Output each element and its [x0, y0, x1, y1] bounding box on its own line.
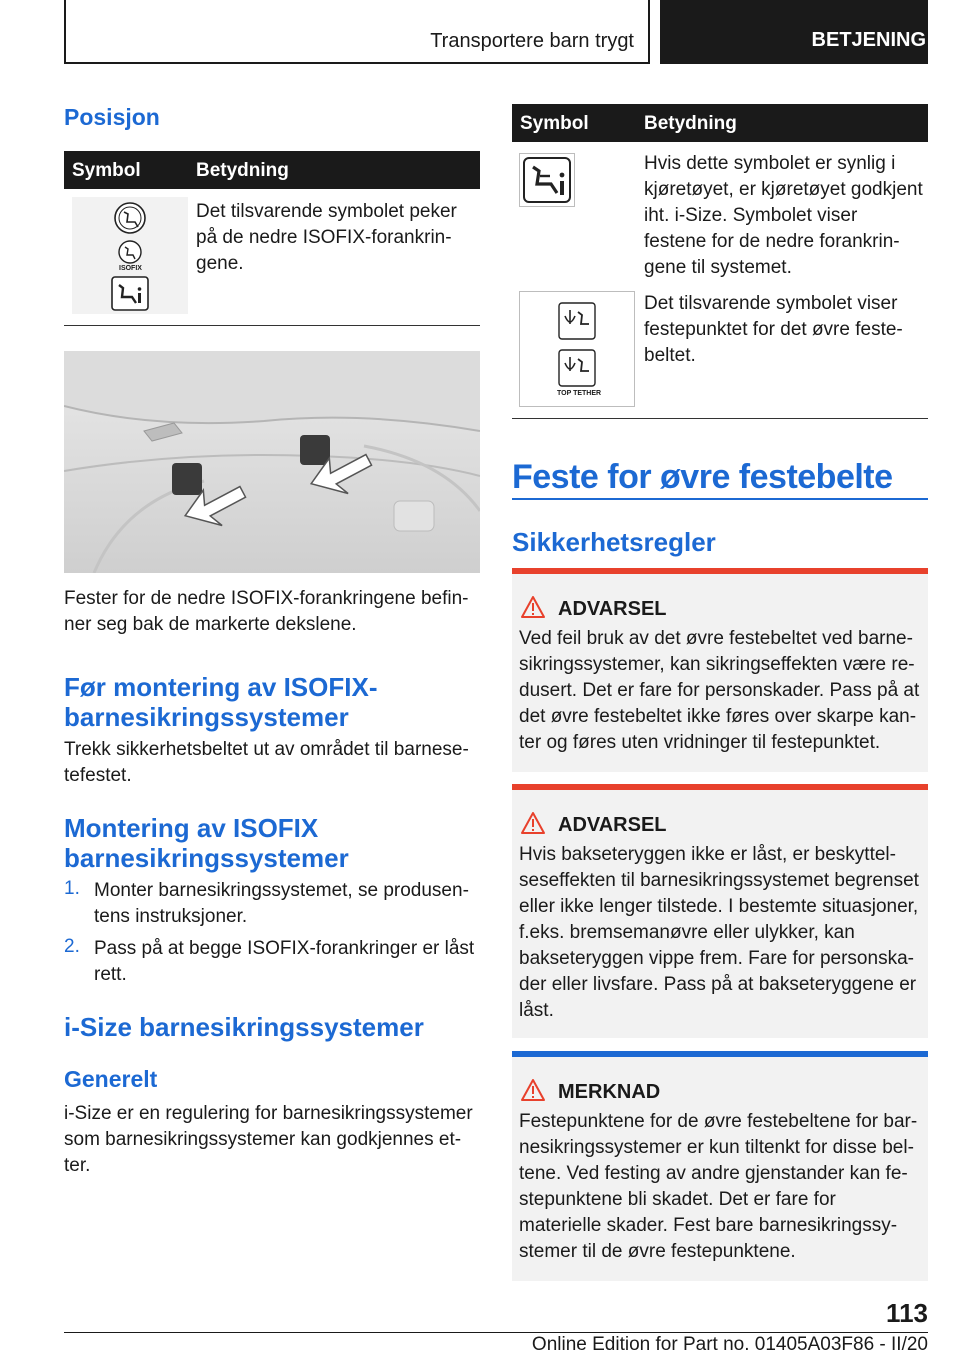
step-2-text: Pass på at begge ISOFIX-forankringer er låst rett. — [94, 938, 475, 985]
table1-header — [64, 151, 480, 189]
step-1-number: 1. — [64, 878, 80, 899]
warning-2-text: Hvis bakseteryggen ikke er låst, er beskyttelseseffekten til barnesikringssystemet begrenset eller ikke lenger tilstede. I bestemte situasjoner, f.eks. bremsemanøvre eller ulykker, kan bakseteryggen vippe frem. Fare for personskader eller livsfare. Pass på at bakseteryggene er låst. — [519, 844, 919, 1021]
isofix-symbols-icon — [72, 197, 188, 314]
table2-col-symbol: Symbol — [520, 113, 589, 134]
table1-bottom-rule — [64, 325, 480, 326]
page-number: 113 — [886, 1298, 928, 1328]
isofix-icon-label: ISOFIX — [119, 265, 142, 272]
warning-triangle-icon — [520, 811, 546, 835]
chapter-title: Transportere barn trygt — [430, 30, 634, 52]
header-rule-divider — [648, 0, 650, 64]
heading-mounting: Montering av ISOFIX barnesikringssystemer — [64, 813, 349, 873]
heading-isize: i-Size barnesikringssystemer — [64, 1012, 424, 1042]
table1-row1-text: Det tilsvarende symbolet peker på de nedre ISOFIX-forankringene. — [196, 201, 457, 274]
table1-col-symbol: Symbol — [72, 160, 141, 181]
warning-box-2 — [512, 784, 928, 1038]
photo-caption: Fester for de nedre ISOFIX-forankringene befinner seg bak de markerte dekslene. — [64, 588, 469, 635]
warning-1-text: Ved feil bruk av det øvre festebeltet ved barnesikringssystemer, kan sikringseffekten være redusert. Det er fare for personskader. Pass på at det øvre festebeltet ikke føres over skarpe kanter og føres uten vridninger til festepunktet. — [519, 628, 920, 753]
warning-2-bar — [512, 784, 928, 790]
header-rule-bottom — [64, 62, 650, 64]
table2-header — [512, 104, 928, 142]
table2-row1-text: Hvis dette symbolet er synlig i kjøretøyet, er kjøretøyet godkjent iht. i-Size. Symbolet viser festene for de nedre forankringene til systemet. — [644, 153, 923, 278]
top-tether-icon — [520, 292, 634, 406]
isofix-symbol-box — [72, 197, 188, 314]
general-text: i-Size er en regulering for barnesikringssystemer som barnesikringssystemer kan godkjennes etter. — [64, 1103, 473, 1176]
header-rule-left — [64, 0, 66, 64]
table2-bottom-rule — [512, 418, 928, 419]
heading-upper-tether: Feste for øvre festebelte — [512, 458, 893, 496]
heading-general: Generelt — [64, 1066, 158, 1092]
footer-rule — [64, 1332, 928, 1333]
table1-col-meaning: Betydning — [196, 160, 289, 181]
note-text: Festepunktene for de øvre festebeltene for barnesikringssystemer er kun tiltenkt for disse beltene. Ved festing av andre gjenstander kan festepunktene bli skadet. Det er fare for materielle skader. Fest bare barnesikringssystemer til de øvre festepunktene. — [519, 1111, 918, 1262]
rear-seat-isofix-image — [64, 351, 480, 573]
step-2-number: 2. — [64, 936, 80, 957]
isize-seat-icon — [520, 154, 574, 206]
note-box — [512, 1051, 928, 1281]
section-tab[interactable] — [660, 0, 928, 64]
seat-anchor-photo — [64, 351, 480, 573]
heading-underline — [512, 498, 928, 500]
warning-box-1 — [512, 568, 928, 772]
note-triangle-icon — [520, 1078, 546, 1102]
edition-footer: Online Edition for Part no. 01405A03F86 - II/20 — [531, 1334, 928, 1355]
heading-safety-rules: Sikkerhetsregler — [512, 527, 716, 557]
top-tether-icon-label: TOP TETHER — [557, 390, 602, 397]
warning-2-title: ADVARSEL — [558, 814, 667, 836]
isize-symbol-box — [519, 153, 575, 207]
table2-row2-text: Det tilsvarende symbolet viser festepunktet for det øvre festebeltet. — [644, 293, 903, 366]
heading-position: Posisjon — [64, 104, 160, 130]
note-title: MERKNAD — [558, 1081, 661, 1103]
section-label: BETJENING — [811, 29, 926, 51]
top-tether-symbol-box — [519, 291, 635, 407]
before-mounting-text: Trekk sikkerhetsbeltet ut av området til barnesetefestet. — [64, 739, 469, 786]
table2-col-meaning: Betydning — [644, 113, 737, 134]
warning-triangle-icon — [520, 595, 546, 619]
note-bar — [512, 1051, 928, 1057]
warning-1-title: ADVARSEL — [558, 598, 667, 620]
step-1-text: Monter barnesikringssystemet, se produsentens instruksjoner. — [94, 880, 469, 927]
heading-before-mounting: Før montering av ISOFIX-barnesikringssystemer — [64, 672, 378, 732]
warning-1-bar — [512, 568, 928, 574]
